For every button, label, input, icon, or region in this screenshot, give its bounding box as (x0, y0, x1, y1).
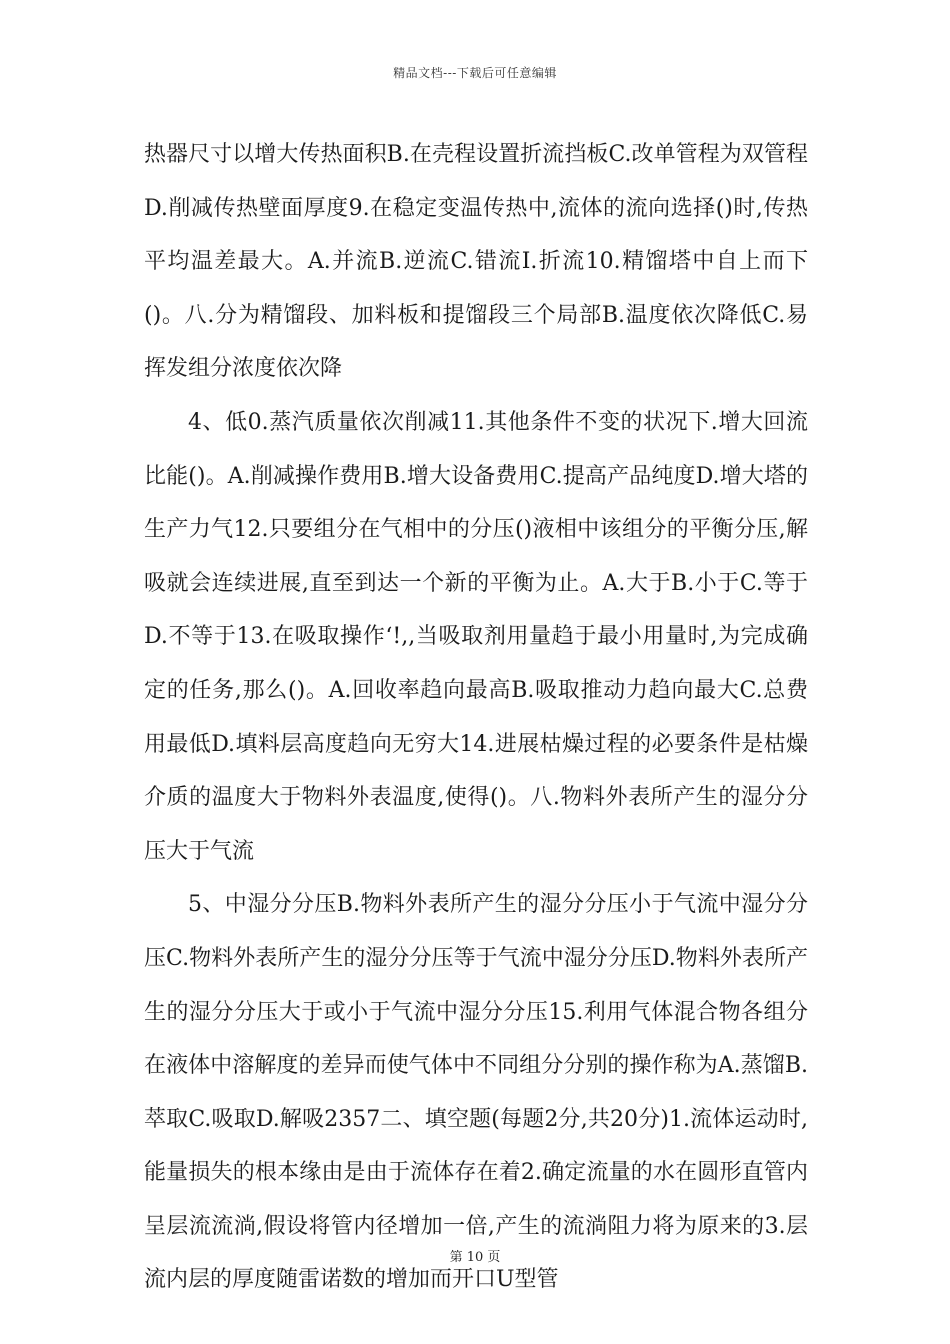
page-header: 精品文档---下载后可任意编辑 (393, 66, 557, 80)
paragraph-2: 4、低0.蒸汽质量依次削减11.其他条件不变的状况下.增大回流比能()。A.削减操作费用B.增大设备费用C.提高产品纯度D.增大塔的生产力气12.只要组分在气相中的分压()液相中该组分的平衡分压,解吸就会连续进展,直至到达一个新的平衡为止。A.大于B.小于C.等于D.不等于13.在吸取操作‘!,,当吸取剂用量趋于最小用量时,为完成确定的任务,那么()。A.回收率趋向最高B.吸取推动力趋向最大C.总费用最低D.填料层高度趋向无穷大14.进展枯燥过程的必要条件是枯燥介质的温度大于物料外表温度,使得()。八.物料外表所产生的湿分分压大于气流 (144, 409, 809, 864)
document-body (144, 128, 808, 1307)
paragraph-3: 5、中湿分分压B.物料外表所产生的湿分分压小于气流中湿分分压C.物料外表所产生的湿分分压等于气流中湿分分压D.物料外表所产生的湿分分压大于或小于气流中湿分分压15.利用气体混合物各组分在液体中溶解度的差异而使气体中不同组分分别的操作称为A.蒸馏B.萃取C.吸取D.解吸2357二、填空题(每题2分,共20分)1.流体运动时,能量损失的根本缘由是由于流体存在着2.确定流量的水在圆形直管内呈层流流淌,假设将管内径增加一倍,产生的流淌阻力将为原来的3.层流内层的厚度随雷诺数的增加而开口U型管 (144, 892, 808, 1293)
paragraph-1: 热器尺寸以增大传热面积B.在壳程设置折流挡板C.改单管程为双管程D.削减传热壁面厚度9.在稳定变温传热中,流体的流向选择()时,传热平均温差最大。A.并流B.逆流C.错流I.折流10.精馏塔中自上而下()。八.分为精馏段、加料板和提馏段三个局部B.温度依次降低C.易挥发组分浓度依次降 (144, 142, 808, 382)
page-number: 第 10 页 (449, 1250, 501, 1265)
